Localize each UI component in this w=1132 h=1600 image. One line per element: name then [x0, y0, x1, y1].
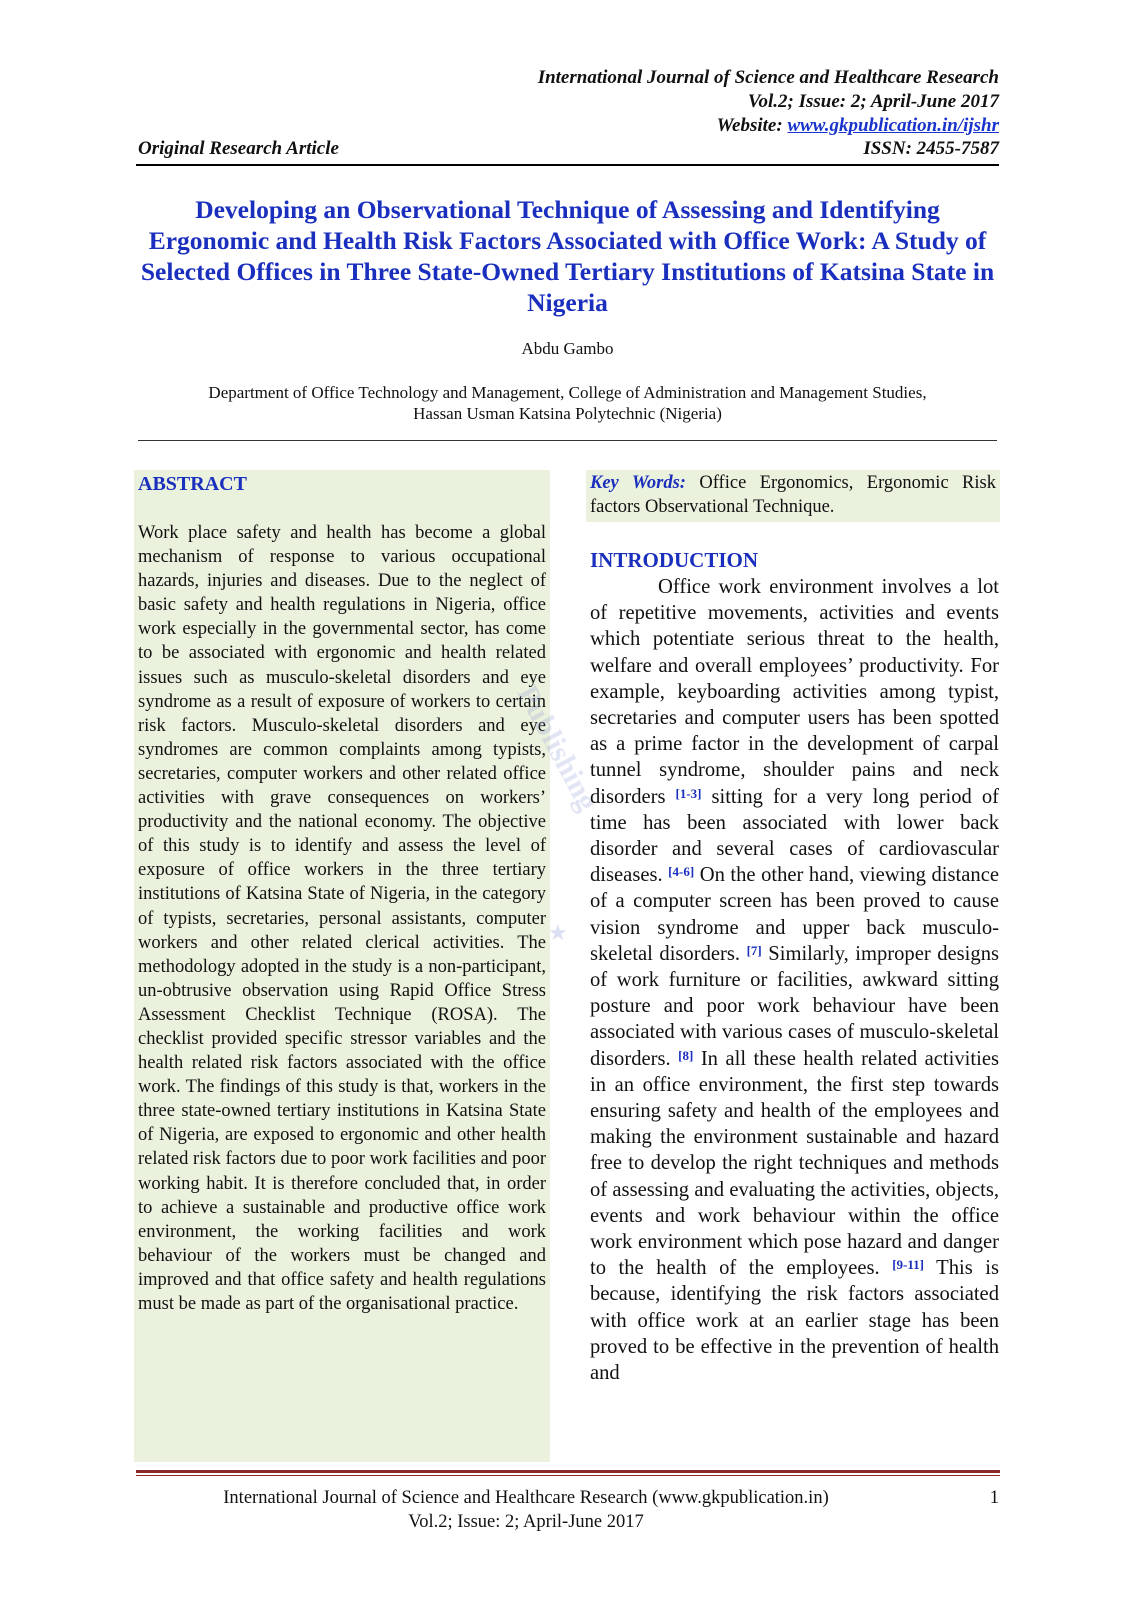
issn: ISSN: 2455-7587: [863, 138, 999, 159]
footer-divider-thick: [136, 1470, 1000, 1473]
abstract-heading: ABSTRACT: [138, 473, 247, 495]
header-divider: [136, 164, 999, 166]
watermark-star-icon: ★: [548, 920, 568, 945]
website-link[interactable]: www.gkpublication.in/ijshr: [787, 115, 999, 136]
watermark-text: Publishing: [510, 680, 605, 817]
journal-volume: Vol.2; Issue: 2; April-June 2017: [747, 91, 999, 112]
citation-ref: [1-3]: [675, 785, 702, 801]
page-number: 1: [989, 1488, 999, 1508]
keywords-label: Key Words:: [590, 473, 686, 493]
affiliation-line-1: Department of Office Technology and Management, College of Administration and Management Studies,: [208, 383, 927, 402]
affiliation: [136, 382, 999, 424]
footer-divider-thin: [136, 1475, 1000, 1476]
author-name: Abdu Gambo: [521, 339, 614, 358]
keywords-text: Office Ergonomics, Ergonomic Risk factors Observational Technique.: [590, 473, 996, 517]
footer-journal: International Journal of Science and Healthcare Research (www.gkpublication.in): [223, 1488, 829, 1508]
introduction-text: [590, 574, 999, 1386]
paper-title: Developing an Observational Technique of Assessing and Identifying Ergonomic and Health Risk Factors Associated with Office Work: A Study of Selected Offices in Three State-Owned Tertiary Institutions of Katsina State in Nigeria: [140, 195, 995, 317]
introduction-heading: INTRODUCTION: [590, 548, 759, 572]
website-label: Website:: [716, 115, 783, 136]
citation-ref: [8]: [678, 1047, 694, 1063]
intro-segment-6: This is because, identifying the risk factors associated with office work at an earlier stage has been proved to be effective in the prevention of health and: [590, 1257, 999, 1385]
citation-ref: [4-6]: [668, 864, 695, 880]
journal-header: [538, 66, 999, 138]
intro-segment-2: sitting for a very long period of time has been associated with lower back disorder and several cases of cardiovascular diseases.: [590, 785, 999, 887]
article-type: Original Research Article: [138, 138, 339, 159]
intro-segment-5: In all these health related activities in an office environment, the first step towards ensuring safety and health of the employees and making the environment sustainable and hazard free to develop the right techniques and methods of assessing and evaluating the activities, objects, events and work behaviour within the office work environment which pose hazard and danger to the health of the employees.: [590, 1047, 999, 1280]
intro-segment-4: Similarly, improper designs of work furniture or facilities, awkward sitting posture and poor work behaviour have been associated with various cases of musculo-skeletal disorders.: [590, 942, 1000, 1070]
citation-ref: [7]: [746, 942, 762, 958]
journal-name: International Journal of Science and Healthcare Research: [537, 67, 999, 88]
citation-ref: [9-11]: [892, 1257, 924, 1273]
abstract-text: Work place safety and health has become a global mechanism of response to various occupational hazards, injuries and diseases. Due to the neglect of basic safety and health regulations in Nigeria, office work especially in the governmental sector, has come to be associated with ergonomic and health related issues such as musculo-skeletal disorders and eye syndrome as a result of exposure of workers to certain risk factors. Musculo-skeletal disorders and eye syndromes are common complaints among typists, secretaries, computer workers and other related office activities with grave consequences on workers’ productivity and the national economy. The objective of this study is to identify and assess the level of exposure of office workers in the three tertiary institutions of Katsina State of Nigeria, in the category of typists, secretaries, personal assistants, computer workers and other related clerical activities. The methodology adopted in the study is a non-participant, un-obtrusive observation using Rapid Office Stress Assessment Checklist Technique (ROSA). The checklist provided specific stressor variables and the health related risk factors associated with the office work. The findings of this study is that, workers in the three state-owned tertiary institutions in Katsina State of Nigeria, are exposed to ergonomic and other health related risk factors due to poor work facilities and poor working habit. It is therefore concluded that, in order to achieve a sustainable and productive office work environment, the working facilities and work behaviour of the workers must be changed and improved and that office safety and health regulations must be made as part of the organisational practice.: [138, 523, 546, 1314]
journal-website: [538, 114, 999, 138]
keywords: [590, 471, 996, 519]
intro-segment-1: Office work environment involves a lot of repetitive movements, activities and events which potentiate serious threat to the health, welfare and overall employees’ productivity. For example, keyboarding activities among typist, secretaries and computer users has been spotted as a prime factor in the development of carpal tunnel syndrome, shoulder pains and neck disorders: [590, 576, 999, 808]
footer-volume: Vol.2; Issue: 2; April-June 2017: [408, 1512, 644, 1532]
affiliation-divider: [138, 440, 997, 441]
affiliation-line-2: Hassan Usman Katsina Polytechnic (Nigeria): [413, 404, 722, 423]
intro-segment-3: On the other hand, viewing distance of a computer screen has been proved to cause vision syndrome and upper back musculo-skeletal disorders.: [590, 864, 999, 965]
